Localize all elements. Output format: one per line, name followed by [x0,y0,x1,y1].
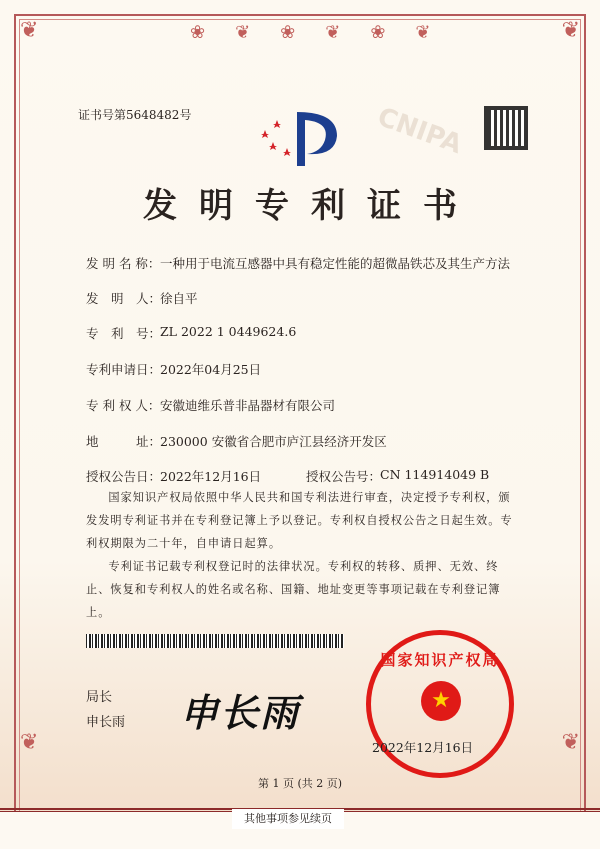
field-label: 发 明 名 称： [86,256,161,271]
corner-ornament-icon: ❦ [561,18,580,43]
cnipa-logo-icon [255,100,345,170]
invention-title: 一种用于电流互感器中具有稳定性能的超微晶铁芯及其生产方法 [160,256,511,271]
national-emblem-icon: ★ [421,681,461,721]
address: 230000 安徽省合肥市庐江县经济开发区 [160,434,387,449]
patentee: 安徽迪维乐普非晶器材有限公司 [160,398,336,413]
signature: 申长雨 [180,690,301,735]
paragraph: 国家知识产权局依照中华人民共和国专利法进行审查，决定授予专利权，颁发发明专利证书并在专利登记簿上予以登记。专利权自授权公告之日起生效。专利权期限为二十年，自申请日起算。 [86,491,513,550]
page-title: 发明专利证书 [143,186,479,226]
field-label: 地 址： [86,434,162,449]
certificate-number: 证书号第5648482号 [78,108,192,122]
field-label: 授权公告日： [86,469,162,484]
grant-date: 2022年12月16日 [160,469,262,484]
field-label: 发 明 人： [86,291,162,306]
inventor: 徐自平 [160,291,198,306]
page-info: 第 1 页 (共 2 页) [257,777,343,790]
field-label: 专 利 权 人： [86,398,161,413]
seal-date: 2022年12月16日 [372,740,474,755]
corner-ornament-icon: ❦ [20,18,39,43]
field-label: 专利申请日： [86,362,162,377]
watermark: CNIPA [373,101,466,161]
barcode [86,634,344,648]
grant-number: CN 114914049 B [380,467,490,482]
footer-note: 其他事项参见续页 [232,809,344,829]
director-name: 申长雨 [86,715,126,730]
corner-ornament-icon: ❦ [20,730,39,755]
qr-code [484,106,528,150]
application-date: 2022年04月25日 [160,362,262,377]
seal-text: 国家知识产权局 [380,651,500,669]
corner-ornament-icon: ❦ [561,730,580,755]
director-title: 局长 [86,690,113,705]
patent-number: ZL 2022 1 0449624.6 [160,324,297,339]
field-label: 授权公告号： [306,469,382,484]
top-ornament-icon: ❀❦❀❦❀❦ [190,22,461,43]
paragraph: 专利证书记载专利权登记时的法律状况。专利权的转移、质押、无效、终止、恢复和专利权人的姓名或名称、国籍、地址变更等事项记载在专利登记簿上。 [86,560,501,619]
field-label: 专 利 号： [86,326,162,341]
